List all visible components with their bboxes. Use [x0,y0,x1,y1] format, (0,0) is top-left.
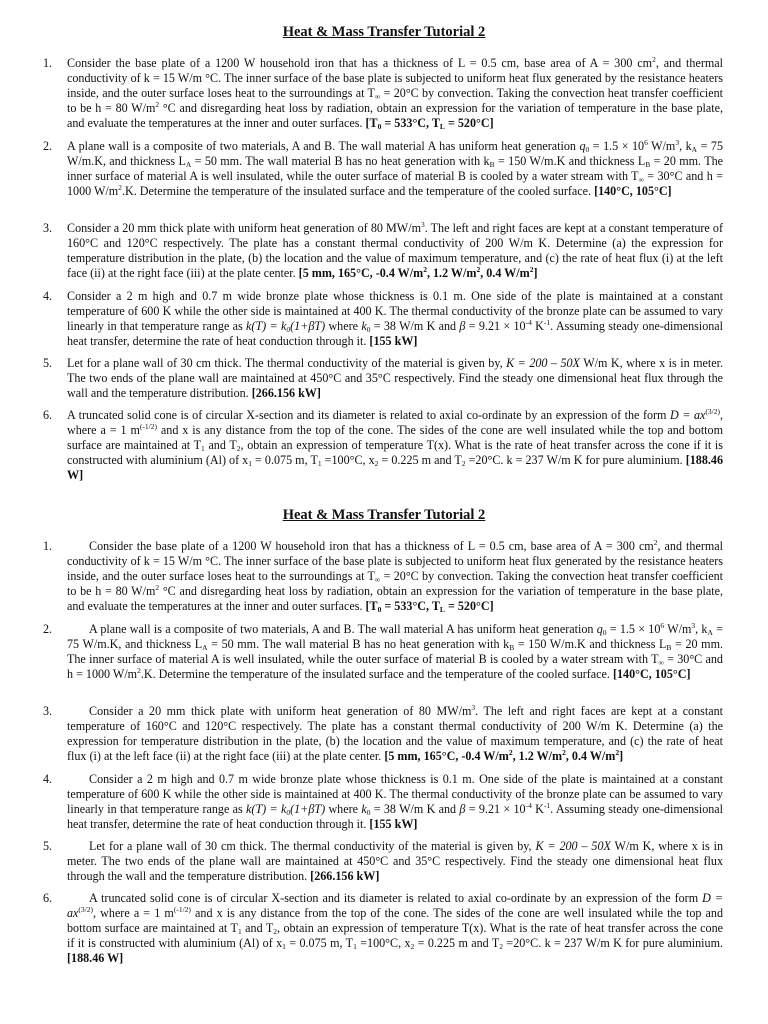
answer: [140°C, 105°C] [594,183,672,198]
problem-number: 2. [43,622,53,636]
problem-1: 1. Consider the base plate of a 1200 W household iron that has a thickness of L = 0.5 cm, base area of A = 300 $cm^2$, and thermal conductivity of k = 15 W/m °C. The inner surface of the base plate is subjected to uniform heat flux generated by the resistance heaters inside, and the outer surface loses heat to the surroundings at $T_\infty = 20^\circ C$ by convection. Taking the convection heat transfer coefficient to be h = 80 $W/m^2$ °C and disregarding heat loss by radiation, obtain an expression for the variation of temperature in the base plate, and evaluate the temperatures at the inner and outer surfaces. [$T_0 = 533^\circ C$, $T_L = 520^\circ C$] [43,55,723,131]
problem-number: 5. [43,839,53,853]
problem-number: 3. [43,221,53,235]
answer: [5 mm, 165°C, -0.4 $W/m^2$, 1.2 $W/m^2$, 0.4 $W/m^2$] [384,747,624,763]
problem-5: 5. Let for a plane wall of 30 cm thick. The thermal conductivity of the material is given by, K = 200 – 50X W/m K, where x is in meter. The two ends of the plane wall are maintained at 450°C and 35°C respectively. Find the steady one dimensional heat flux through the wall and the temperature distribution. [266.156 kW] [43,839,723,883]
problem-2: 2. A plane wall is a composite of two materials, A and B. The wall material A has uniform heat generation $q_0 = 1.5 \times 10^6$ $W/m^3$, $k_A = 75$ W/m.K, and thickness $L_A = 50$ mm. The wall material B has no heat generation with $k_B = 150$ W/m.K and thickness $L_B = 20$ mm. The inner surface of material A is well insulated, while the outer surface of material B is cooled by a water stream with $T_\infty = 30^\circ C$ and h = 1000 $W/m^2.K$. Determine the temperature of the insulated surface and the temperature of the cooled surface. [140°C, 105°C] [43,621,724,681]
problem-number: 1. [43,56,53,70]
problem-number: 6. [43,408,53,422]
problem-3: 3. Consider a 20 mm thick plate with uniform heat generation of 80 $MW/m^3$. The left and right faces are kept at a constant temperature of 160°C and 120°C respectively. The plate has a constant thermal conductivity of 200 W/m K. Determine (a) the expression for temperature distribution in the plate, (b) the location and the value of maximum temperature, and (c) the rate of heat flux (i) at the left face (ii) at the right face (iii) at the plate center. [5 mm, 165°C, -0.4 $W/m^2$, 1.2 $W/m^2$, 0.4 $W/m^2$] [43,220,724,280]
problem-number: 2. [43,139,53,153]
problem-number: 6. [43,891,53,905]
problem-number: 4. [43,772,53,786]
answer: [$T_0 = 533^\circ C$, $T_L = 520^\circ C$] [365,115,494,131]
problem-4: 4. Consider a 2 m high and 0.7 m wide bronze plate whose thickness is 0.1 m. One side of the plate is maintained at a constant temperature of 600 K while the other side is maintained at 400 K. The thermal conductivity of the bronze plate can be assumed to vary linearly in that temperature range as $k(T) = k_0(1+\beta T)$ where $k_0 = 38$ W/m K and $\beta = 9.21 \times 10^{-4}$ $K^{-1}$. Assuming steady one-dimensional heat transfer, determine the rate of heat conduction through it. [155 kW] [43,772,724,831]
problem-6: 6. A truncated solid cone is of circular X-section and its diameter is related to axial co-ordinate by an expression of the form $D = ax^{(3/2)}$, where a = 1 $m^{(-1/2)}$ and x is any distance from the top of the cone. The sides of the cone are well insulated while the top and bottom surface are maintained at $T_1$ and $T_2$, obtain an expression of temperature T(x). What is the rate of heat transfer across the cone if it is constructed with aluminium (Al) of $x_1 = 0.075$ m, $T_1 =100^\circ C$, $x_2 = 0.225$ m and $T_2 =20^\circ C$. k = 237 W/m K for pure aluminium. [188.46 W] [43,891,724,965]
problem-3: 3. Consider a 20 mm thick plate with uniform heat generation of 80 $MW/m^3$. The left and right faces are kept at a constant temperature of 160°C and 120°C respectively. The plate has a constant thermal conductivity of 200 W/m K. Determine (a) the expression for temperature distribution in the plate, (b) the location and the value of maximum temperature, and (c) the rate of heat flux (i) at the left face (ii) at the right face (iii) at the plate center. [5 mm, 165°C, -0.4 $W/m^2$, 1.2 $W/m^2$, 0.4 $W/m^2$] [43,703,723,763]
answer: [188.46 W] [67,950,124,965]
answer: [140°C, 105°C] [612,666,691,681]
problem-number: 1. [43,539,53,553]
page-title: Heat & Mass Transfer Tutorial 2 [282,24,486,40]
problem-4: 4. Consider a 2 m high and 0.7 m wide bronze plate whose thickness is 0.1 m. One side of the plate is maintained at a constant temperature of 600 K while the other side is maintained at 400 K. The thermal conductivity of the bronze plate can be assumed to vary linearly in that temperature range as $k(T) = k_0(1+\beta T)$ where $k_0 = 38$ W/m K and $\beta = 9.21 \times 10^{-4}$ $K^{-1}$. Assuming steady one-dimensional heat transfer, determine the rate of heat conduction through it. [155 kW] [43,289,724,348]
answer: [$T_0 = 533^\circ C$, $T_L = 520^\circ C$] [365,598,494,614]
answer: [5 mm, 165°C, -0.4 $W/m^2$, 1.2 $W/m^2$, 0.4 $W/m^2$] [298,264,538,280]
problem-number: 5. [43,356,53,370]
problem-number: 4. [43,289,53,303]
answer: [188.46 W] [67,452,723,482]
problem-5: 5. Let for a plane wall of 30 cm thick. The thermal conductivity of the material is given by, K = 200 – 50X W/m K, where x is in meter. The two ends of the plane wall are maintained at 450°C and 35°C respectively. Find the steady one dimensional heat flux through the wall and the temperature distribution. [266.156 kW] [43,356,723,400]
problem-number: 3. [43,704,53,718]
problem-1: 1. Consider the base plate of a 1200 W household iron that has a thickness of L = 0.5 cm, base area of A = 300 $cm^2$, and thermal conductivity of k = 15 W/m °C. The inner surface of the base plate is subjected to uniform heat flux generated by the resistance heaters inside, and the outer surface loses heat to the surroundings at $T_\infty = 20^\circ C$ by convection. Taking the convection heat transfer coefficient to be h = 80 $W/m^2$ °C and disregarding heat loss by radiation, obtain an expression for the variation of temperature in the base plate, and evaluate the temperatures at the inner and outer surfaces. [$T_0 = 533^\circ C$, $T_L = 520^\circ C$] [43,538,723,614]
page-title-repeat: Heat & Mass Transfer Tutorial 2 [282,507,486,523]
answer: [155 kW] [369,333,418,348]
answer: [266.156 kW] [310,868,380,883]
problem-6: 6. A truncated solid cone is of circular X-section and its diameter is related to axial co-ordinate by an expression of the form $D = ax^{(3/2)}$, where a = 1 $m^{(-1/2)}$ and x is any distance from the top of the cone. The sides of the cone are well insulated while the top and bottom surface are maintained at $T_1$ and $T_2$, obtain an expression of temperature T(x). What is the rate of heat transfer across the cone if it is constructed with aluminium (Al) of $x_1 = 0.075$ m, $T_1 =100^\circ C$, $x_2 = 0.225$ m and $T_2 =20^\circ C$. k = 237 W/m K for pure aluminium. [188.46 W] [43,407,724,482]
answer: [266.156 kW] [251,385,321,400]
answer: [155 kW] [369,816,418,831]
problem-2: 2. A plane wall is a composite of two materials, A and B. The wall material A has uniform heat generation $q_0 = 1.5 \times 10^6$ $W/m^3$, $k_A = 75$ W/m.K, and thickness $L_A = 50$ mm. The wall material B has no heat generation with $k_B = 150$ W/m.K and thickness $L_B = 20$ mm. The inner surface of material A is well insulated, while the outer surface of material B is cooled by a water stream with $T_\infty = 30^\circ C$ and h = 1000 $W/m^2.K$. Determine the temperature of the insulated surface and the temperature of the cooled surface. [140°C, 105°C] [43,138,724,198]
